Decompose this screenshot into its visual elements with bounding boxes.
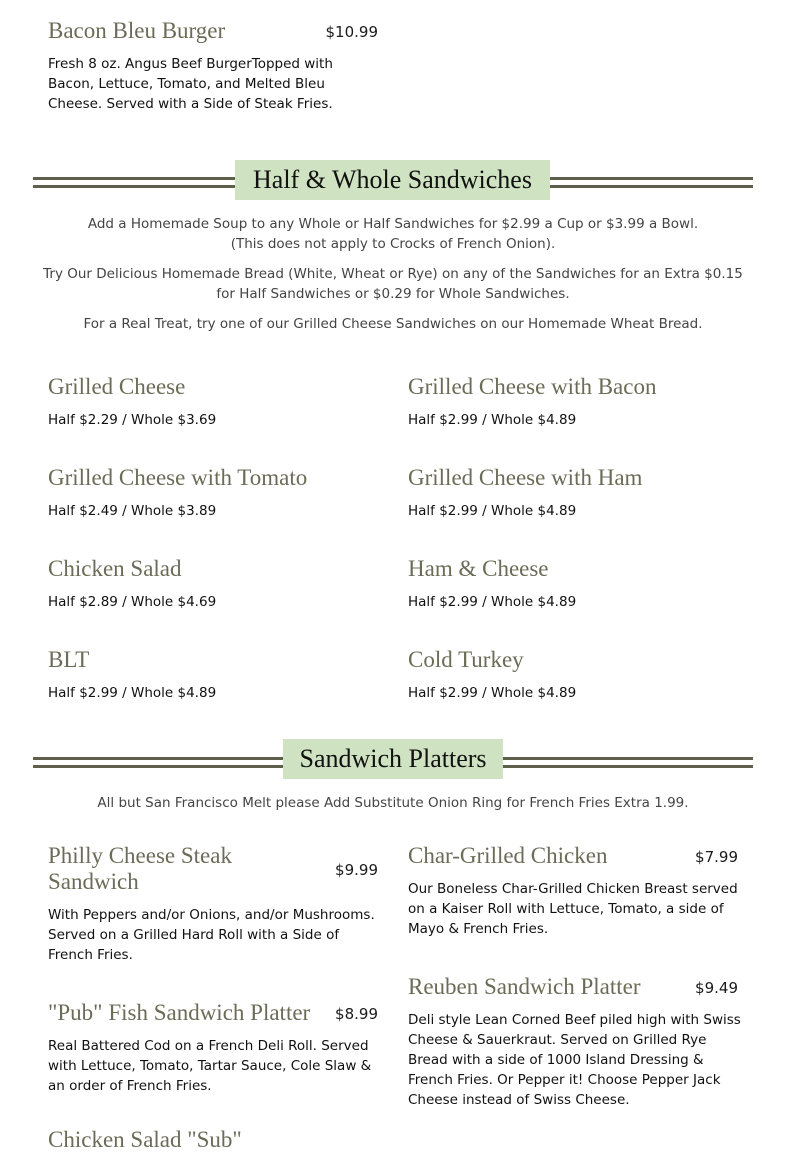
sandwich-price: Half $2.99 / Whole $4.89 [408,412,577,428]
platter-price: $9.99 [335,861,378,879]
sandwich-price: Half $2.49 / Whole $3.89 [48,503,217,519]
sandwich-title: Grilled Cheese with Ham [408,465,643,490]
grilled-cheese-note: For a Real Treat, try one of our Grilled Cheese Sandwiches on our Homemade Wheat Bread. [83,316,703,332]
section-heading-sandwiches: Half & Whole Sandwiches [235,160,550,200]
platter-description: Our Boneless Char-Grilled Chicken Breast served on a Kaiser Roll with Lettuce, Tomato, a side of Mayo & French Fries. [408,881,738,937]
sandwich-price: Half $2.29 / Whole $3.69 [48,412,217,428]
sandwich-price: Half $2.99 / Whole $4.89 [408,594,577,610]
sandwich-title: Cold Turkey [408,647,524,672]
item-title: Bacon Bleu Burger [48,18,226,43]
sandwich-title: Ham & Cheese [408,556,549,581]
item-price: $10.99 [325,23,378,41]
sandwich-price: Half $2.99 / Whole $4.89 [408,503,577,519]
platter-title: Reuben Sandwich Platter [408,974,641,999]
soup-note-line1: Add a Homemade Soup to any Whole or Half Sandwiches for $2.99 a Cup or $3.99 a Bowl. [87,216,699,232]
platters-note: All but San Francisco Melt please Add Substitute Onion Ring for French Fries Extra 1.99. [97,795,689,811]
sandwich-title: BLT [48,647,90,672]
sandwich-price: Half $2.99 / Whole $4.89 [408,685,577,701]
platter-description: With Peppers and/or Onions, and/or Mushrooms. Served on a Grilled Hard Roll with a Side of French Fries. [48,907,375,963]
platter-title: Chicken Salad "Sub" [48,1127,242,1152]
sandwich-title: Grilled Cheese with Bacon [408,374,657,399]
platter-price: $9.49 [695,979,738,997]
platter-title: Char-Grilled Chicken [408,843,608,868]
platter-price: $7.99 [695,848,738,866]
bread-note: Try Our Delicious Homemade Bread (White, Wheat or Rye) on any of the Sandwiches for an Extra $0.15 for Half Sandwiches or $0.29 for Whole Sandwiches. [43,266,743,302]
soup-note-line2: (This does not apply to Crocks of French Onion). [230,236,556,252]
platter-title: "Pub" Fish Sandwich Platter [48,1000,311,1025]
sandwich-price: Half $2.89 / Whole $4.69 [48,594,217,610]
item-description: Fresh 8 oz. Angus Beef BurgerTopped with Bacon, Lettuce, Tomato, and Melted Bleu Cheese. Served with a Side of Steak Fries. [48,56,333,112]
sandwich-price: Half $2.99 / Whole $4.89 [48,685,217,701]
platter-title: Philly Cheese Steak Sandwich [48,843,232,894]
sandwich-title: Chicken Salad [48,556,182,581]
platter-description: Real Battered Cod on a French Deli Roll. Served with Lettuce, Tomato, Tartar Sauce, Cole Slaw & an order of French Fries. [48,1038,372,1094]
sandwich-title: Grilled Cheese with Tomato [48,465,308,490]
section-heading-platters: Sandwich Platters [283,739,503,779]
platter-price: $8.99 [335,1005,378,1023]
platter-description: Deli style Lean Corned Beef piled high with Swiss Cheese & Sauerkraut. Served on Grilled Rye Bread with a side of 1000 Island Dressing & French Fries. Or Pepper it! Choose Pepper Jack Cheese instead of Swiss Cheese. [408,1012,741,1108]
sandwich-title: Grilled Cheese [48,374,186,399]
